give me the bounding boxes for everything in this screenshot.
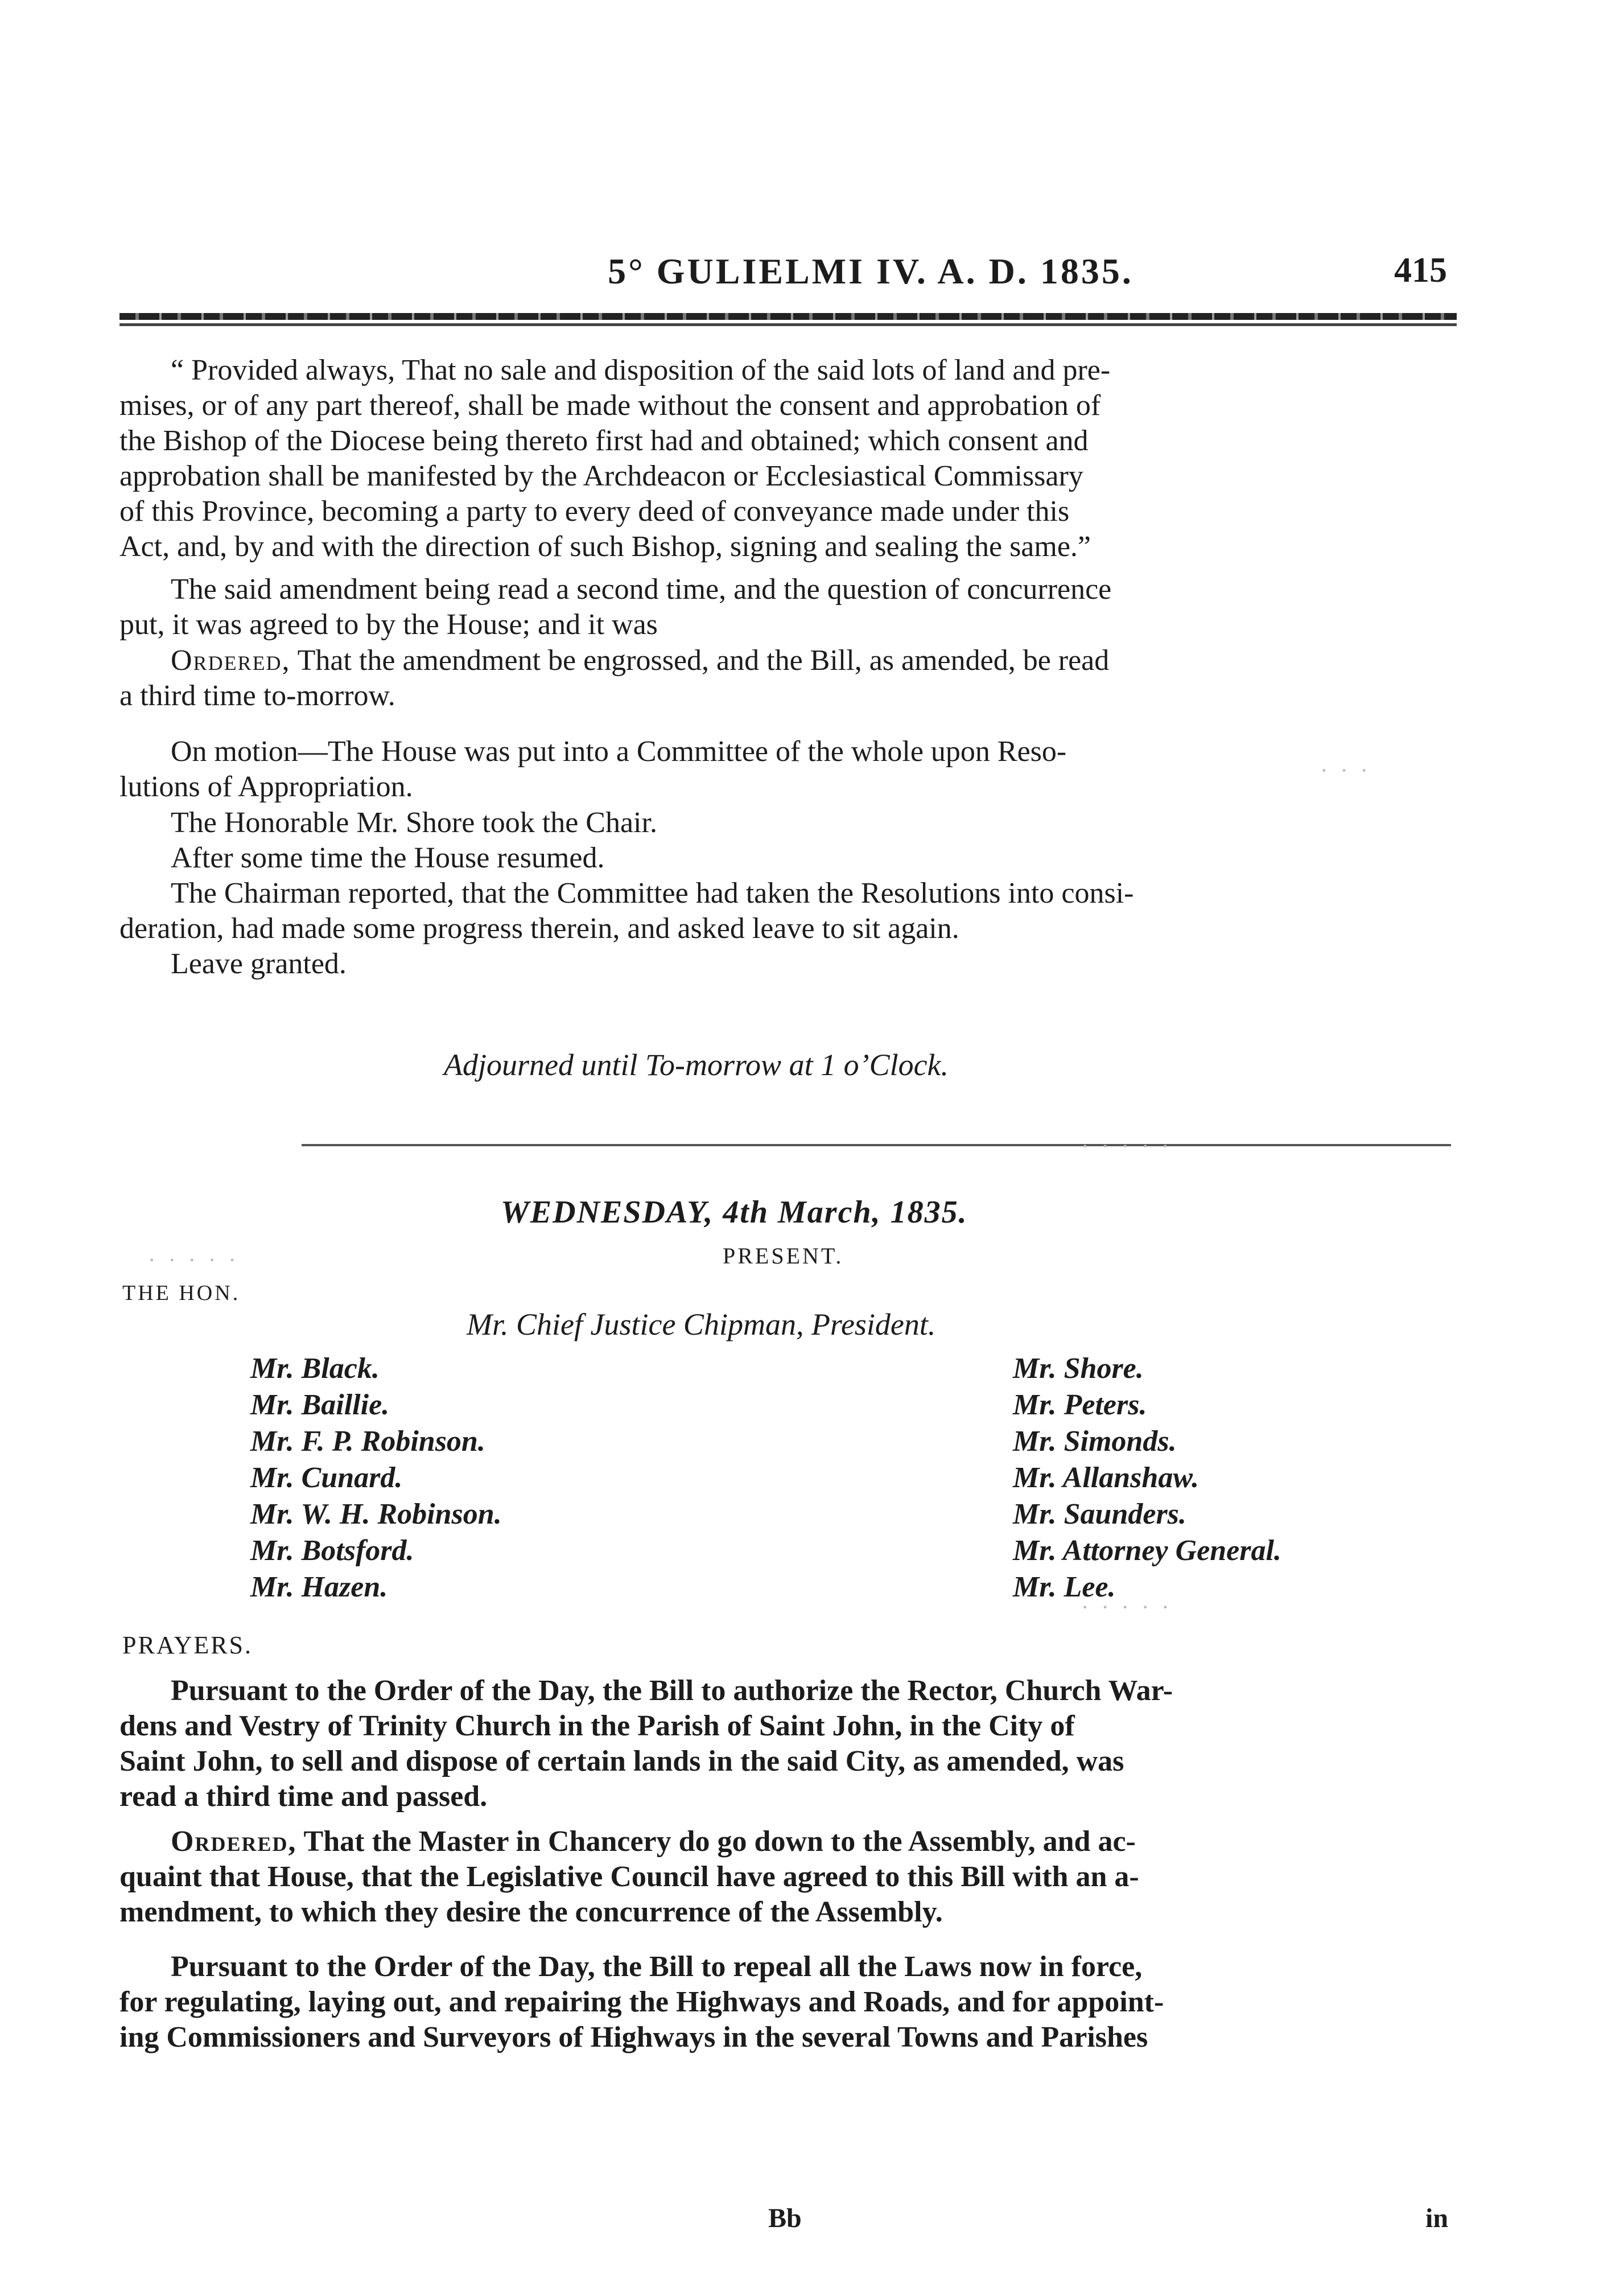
- resumed-line: After some time the House resumed.: [171, 842, 605, 874]
- member-name: Mr. Cunard.: [250, 1462, 403, 1494]
- session-date: WEDNESDAY, 4th March, 1835.: [501, 1195, 968, 1230]
- text-line: The Chairman reported, that the Committee had taken the Resolutions into consi-: [171, 877, 1134, 909]
- member-name: Mr. F. P. Robinson.: [250, 1425, 485, 1458]
- third-reading-paragraph: [119, 1673, 1457, 1814]
- member-name: Mr. Lee.: [1013, 1571, 1116, 1603]
- ordered-label: Ordered,: [171, 644, 291, 677]
- text-line: lutions of Appropriation.: [119, 771, 413, 803]
- the-hon-label: THE HON.: [122, 1281, 241, 1305]
- text-line: Act, and, by and with the direction of such Bishop, signing and sealing the same.”: [119, 530, 1091, 563]
- member-name: Mr. Hazen.: [250, 1571, 388, 1603]
- text-line: the Bishop of the Diocese being thereto first had and obtained; which consent and: [119, 425, 1089, 457]
- text-line: On motion—The House was put into a Committee of the whole upon Reso-: [171, 735, 1067, 768]
- committee-paragraph: [119, 734, 1457, 805]
- text-line: That the Master in Chancery do go down to the Assembly, and ac-: [303, 1825, 1136, 1858]
- text-line: read a third time and passed.: [119, 1780, 488, 1813]
- text-line: The said amendment being read a second time, and the question of concurrence: [171, 573, 1112, 606]
- text-line: “ Provided always, That no sale and disposition of the said lots of land and pre-: [171, 354, 1111, 386]
- text-line: approbation shall be manifested by the Archdeacon or Ecclesiastical Commissary: [119, 460, 1083, 492]
- ordered-paragraph: [119, 643, 1457, 714]
- president-line: Mr. Chief Justice Chipman, President.: [467, 1307, 936, 1341]
- header-rule-secondary: [119, 323, 1457, 326]
- bleed-through-mark: · · ·: [1320, 758, 1371, 783]
- signature-mark: Bb: [768, 2203, 802, 2233]
- proviso-paragraph: [119, 353, 1457, 565]
- text-line: deration, had made some progress therein, and asked leave to sit again.: [119, 912, 959, 945]
- member-name: Mr. Attorney General.: [1013, 1534, 1281, 1567]
- members-right-column: [1013, 1351, 1281, 1606]
- page-number: 415: [1394, 251, 1447, 290]
- report-paragraph: [119, 876, 1457, 946]
- member-name: Mr. Allanshaw.: [1013, 1462, 1200, 1494]
- text-line: That the amendment be engrossed, and the Bill, as amended, be read: [297, 644, 1110, 677]
- text-line: ing Commissioners and Surveyors of Highways in the several Towns and Parishes: [119, 2021, 1148, 2053]
- member-name: Mr. Simonds.: [1013, 1425, 1177, 1458]
- member-name: Mr. Botsford.: [250, 1534, 414, 1567]
- text-line: Pursuant to the Order of the Day, the Bill to authorize the Rector, Church War-: [171, 1674, 1173, 1707]
- bleed-through-mark: · · · · ·: [148, 1247, 240, 1273]
- text-line: put, it was agreed to by the House; and it was: [119, 608, 658, 641]
- chair-line: The Honorable Mr. Shore took the Chair.: [171, 806, 657, 839]
- member-name: Mr. Baillie.: [250, 1389, 390, 1421]
- member-name: Mr. Shore.: [1013, 1352, 1144, 1385]
- present-heading: PRESENT.: [723, 1243, 844, 1269]
- text-line: Saint John, to sell and dispose of certain lands in the said City, as amended, was: [119, 1745, 1124, 1777]
- text-line: mendment, to which they desire the concurrence of the Assembly.: [119, 1896, 943, 1928]
- amendment-paragraph: [119, 572, 1457, 643]
- text-line: for regulating, laying out, and repairing the Highways and Roads, and for appoint-: [119, 1986, 1164, 2018]
- text-line: mises, or of any part thereof, shall be made without the consent and approbation of: [119, 389, 1101, 422]
- ordered-label: Ordered,: [171, 1825, 297, 1858]
- master-in-chancery-paragraph: [119, 1824, 1457, 1930]
- member-name: Mr. Black.: [250, 1352, 380, 1385]
- bleed-through-mark: · · · · ·: [1081, 1594, 1173, 1620]
- text-line: of this Province, becoming a party to every deed of conveyance made under this: [119, 495, 1070, 528]
- bleed-through-mark: · · · · ·: [1081, 1133, 1173, 1159]
- member-name: Mr. W. H. Robinson.: [250, 1498, 502, 1530]
- text-line: quaint that House, that the Legislative Council have agreed to this Bill with an a-: [119, 1861, 1139, 1893]
- text-line: Pursuant to the Order of the Day, the Bill to repeal all the Laws now in force,: [171, 1950, 1143, 1983]
- leave-line: Leave granted.: [171, 948, 347, 980]
- text-line: a third time to-morrow.: [119, 680, 395, 712]
- member-name: Mr. Peters.: [1013, 1389, 1147, 1421]
- highways-bill-paragraph: [119, 1949, 1457, 2055]
- header-rule: [119, 313, 1457, 320]
- members-left-column: [250, 1351, 502, 1606]
- member-name: Mr. Saunders.: [1013, 1498, 1186, 1530]
- adjournment-line: Adjourned until To-morrow at 1 o’Clock.: [444, 1048, 949, 1082]
- running-head: 5° GULIELMI IV. A. D. 1835.: [608, 251, 1133, 291]
- section-rule: [302, 1144, 1451, 1146]
- catchword: in: [1425, 2203, 1449, 2233]
- prayers-heading: PRAYERS.: [122, 1631, 253, 1659]
- text-line: dens and Vestry of Trinity Church in the Parish of Saint John, in the City of: [119, 1710, 1075, 1742]
